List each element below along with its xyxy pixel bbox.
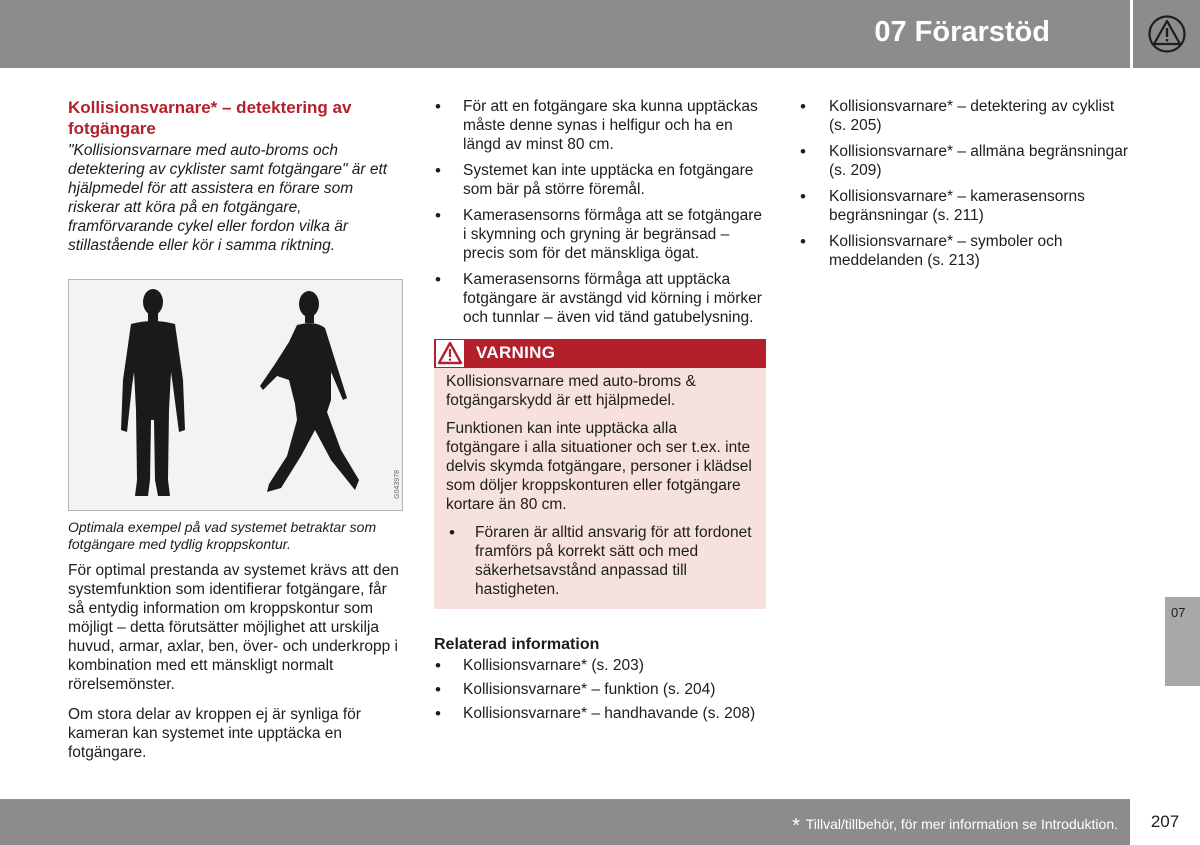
warning-title: VARNING: [476, 343, 556, 362]
warning-header: [434, 339, 766, 368]
column-middle: [434, 97, 766, 728]
footer-note: [792, 815, 1118, 838]
related-link[interactable]: • Kollisionsvarnare* – allmäna begränsningar (s. 209): [800, 142, 1135, 180]
related-info-list: [434, 656, 766, 723]
warning-triangle-icon: [436, 340, 464, 367]
page-number: 207: [1150, 812, 1180, 831]
list-item: • För att en fotgängare ska kunna upptäckas måste denne synas i helfigur och ha en längd av minst 80 cm.: [434, 97, 766, 154]
related-link[interactable]: • Kollisionsvarnare* – handhavande (s. 208): [434, 704, 766, 723]
list-item: • Systemet kan inte upptäcka en fotgängare som bär på större föremål.: [434, 161, 766, 199]
related-link[interactable]: • Kollisionsvarnare* (s. 203): [434, 656, 766, 675]
header-icon-box: [1133, 0, 1200, 68]
related-link[interactable]: • Kollisionsvarnare* – symboler och meddelanden (s. 213): [800, 232, 1135, 270]
body-paragraph: För optimal prestanda av systemet krävs att den systemfunktion som identifierar fotgängare, får så entydig information om kroppskontur som möjligt – detta förutsätter möjlighet att urskilja huvud, armar, axlar, ben, över- och underkropp i kombination med ett mänskligt normalt rörelsemönster.: [68, 562, 399, 693]
intro-text: "Kollisionsvarnare med auto-broms och detektering av cyklister samt fotgängare" är ett hjälpmedel för att assistera en förare som riskerar att köra på en fotgängare, framförvarande cykel eller fordon vilka är stillastående eller kör i samma riktning.: [68, 142, 388, 254]
warning-triangle-icon: [1148, 15, 1186, 53]
limitations-list: [434, 97, 766, 327]
chapter-title: 07 Förarstöd: [874, 16, 1050, 48]
warning-paragraph: Kollisionsvarnare med auto-broms & fotgängarskydd är ett hjälpmedel.: [446, 373, 696, 409]
body-paragraph: Om stora delar av kroppen ej är synliga för kameran kan systemet inte upptäcka en fotgängare.: [68, 706, 361, 761]
figure-code: G043978: [394, 470, 401, 499]
chapter-tab-label: 07: [1171, 605, 1186, 620]
warning-body: [434, 368, 766, 609]
warning-list: [446, 523, 754, 599]
figure-caption: Optimala exempel på vad systemet betraktar som fotgängare med tydlig kroppskontur.: [68, 519, 377, 552]
related-link[interactable]: • Kollisionsvarnare* – funktion (s. 204): [434, 680, 766, 699]
column-right: [800, 97, 1135, 277]
chapter-tab[interactable]: [1165, 597, 1200, 686]
related-info-heading: Relaterad information: [434, 636, 600, 653]
section-heading: Kollisionsvarnare* – detektering av fotgängare: [68, 98, 352, 138]
related-link[interactable]: • Kollisionsvarnare* – detektering av cyklist (s. 205): [800, 97, 1135, 135]
related-link[interactable]: • Kollisionsvarnare* – kamerasensorns begränsningar (s. 211): [800, 187, 1135, 225]
list-item: • Föraren är alltid ansvarig för att fordonet framförs på korrekt sätt och med säkerhetsavstånd anpassad till hastigheten.: [446, 523, 754, 599]
footnote-star: *: [792, 815, 801, 837]
list-item: • Kamerasensorns förmåga att upptäcka fotgängare är avstängd vid körning i mörker och tunnlar – även vid tänd gatubelysning.: [434, 270, 766, 327]
footer-bar: [0, 799, 1130, 845]
pedestrian-figure: [68, 279, 403, 511]
walking-person-silhouette: [260, 291, 359, 492]
warning-paragraph: Funktionen kan inte upptäcka alla fotgängare i alla situationer och ser t.ex. inte delvis skymda fotgängare, personer i klädsel som döljer kroppskonturen eller fotgängare kortare än 80 cm.: [446, 420, 752, 513]
column-left: [68, 97, 403, 773]
footnote-text: Tillval/tillbehör, för mer information se Introduktion.: [805, 816, 1118, 832]
warning-box: [434, 339, 766, 609]
list-item: • Kamerasensorns förmåga att se fotgängare i skymning och gryning är begränsad – precis som för det mänskliga ögat.: [434, 206, 766, 263]
standing-person-silhouette: [121, 289, 185, 496]
header-bar: [0, 0, 1130, 68]
pedestrian-silhouettes: [69, 280, 402, 510]
related-info-list-continued: [800, 97, 1135, 270]
